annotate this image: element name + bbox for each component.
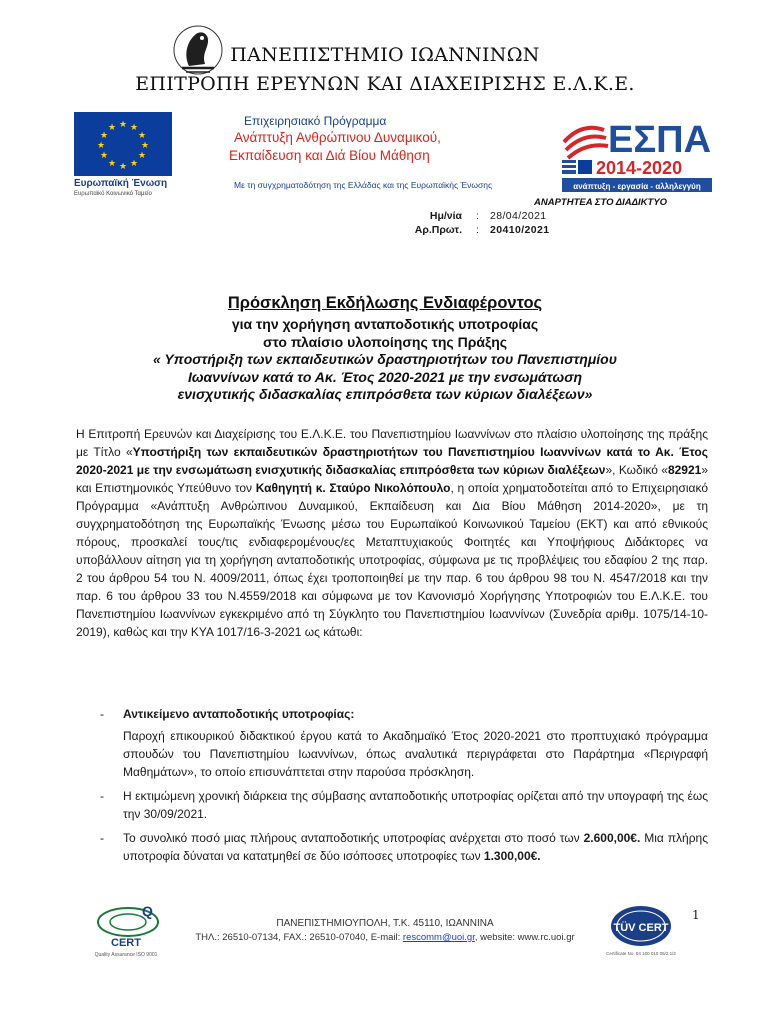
date-label: Ημ/νία (429, 210, 462, 222)
svg-text:★: ★ (137, 131, 147, 141)
half-amount: 1.300,00€. (483, 849, 541, 863)
svg-text:★: ★ (99, 131, 109, 141)
espa-years: 2014-2020 (596, 158, 683, 178)
cert-left-label: CERT (111, 937, 141, 949)
svg-text:★: ★ (129, 123, 139, 133)
amount-text-2: Μια πλήρης υποτροφία δύναται να κατατμηθεί σε δύο ισόποσες υποτροφίες των (123, 831, 708, 863)
bullet-dash: - (100, 831, 104, 845)
intro-paragraph (76, 425, 708, 641)
amount-text-1: Το συνολικό ποσό μιας πλήρους ανταποδοτικής υποτροφίας ανέρχεται στο ποσό των (123, 831, 584, 845)
intro-text-3: » και Επιστημονικός Υπεύθυνο τον (76, 463, 708, 495)
svg-text:★: ★ (137, 151, 147, 161)
date-separator: : (476, 210, 479, 222)
program-line-1: Ανάπτυξη Ανθρώπινου Δυναμικού, (234, 130, 441, 145)
scholarship-subject-title: Αντικείμενο ανταποδοτικής υποτροφίας: (123, 707, 355, 721)
list-item (76, 705, 708, 781)
svg-text:★: ★ (140, 141, 150, 151)
title-subline-2: στο πλαίσιο υλοποίησης της Πράξης (262, 334, 508, 350)
tuv-cert-logo-icon (596, 902, 686, 958)
svg-text:Q: Q (142, 903, 153, 919)
date-value: 28/04/2021 (490, 210, 547, 222)
scholarship-amount-text (123, 829, 708, 865)
svg-text:★: ★ (118, 162, 128, 172)
intro-text-1: Η Επιτροπή Ερευνών και Διαχείρισης του Ε.Λ.Κ.Ε. του Πανεπιστημίου Ιωαννίνων στο πλαίσιο υλοποίησης της πράξης με Τίτλο « (76, 427, 708, 459)
eu-fund-label: Ευρωπαϊκό Κοινωνικό Ταμείο (74, 191, 152, 197)
bullet-list (76, 705, 708, 865)
document-title: Πρόσκληση Εκδήλωσης Ενδιαφέροντος (227, 294, 543, 312)
cofunding-note: Με τη συγχρηματοδότηση της Ελλάδας και της Ευρωπαϊκής Ένωσης (234, 180, 493, 190)
cert-left-sub: Quality Assurance ISO 9001 (94, 952, 158, 958)
eu-label: Ευρωπαϊκή Ένωση (74, 178, 168, 189)
contract-duration-text: Η εκτιμώμενη χρονική διάρκεια της σύμβασης ανταποδοτικής υποτροφίας ορίζεται από την υπογραφή της έως την 30/09/2021. (123, 789, 708, 821)
project-name-bold: Υποστήριξη των εκπαιδευτικών δραστηριοτήτων του Πανεπιστημίου Ιωαννίνων κατά το Ακ. Έτος 2020-2021 με την ενσωμάτωση ενισχυτικής διδασκαλίας επιπρόσθετα των κύριων διαλέξεων (76, 445, 708, 477)
scientific-responsible: Καθηγητή κ. Σταύρο Νικολόπουλο (255, 481, 451, 495)
project-title-line-3: ενισχυτικής διδασκαλίας επιπρόσθετα των κύριων διαλέξεων» (177, 386, 593, 402)
protocol-label: Αρ.Πρωτ. (414, 224, 462, 236)
program-title: Επιχειρησιακό Πρόγραμμα (244, 114, 387, 128)
project-title-line-2: Ιωαννίνων κατά το Ακ. Έτος 2020-2021 με την ενσωμάτωση (187, 369, 583, 385)
cert-right-label: TÜV CERT (613, 922, 669, 934)
svg-text:★: ★ (96, 141, 106, 151)
title-subline-1: για την χορήγηση ανταποδοτικής υποτροφίας (231, 316, 539, 332)
espa-slogan: ανάπτυξη - εργασία - αλληλεγγύη (573, 182, 701, 191)
cert-right-sub: Certificate No. 04 100 010 05/2 1/2 (606, 951, 676, 956)
page-number: 1 (692, 908, 700, 922)
project-code: 82921 (667, 463, 702, 477)
protocol-value: 20410/2021 (490, 224, 550, 236)
list-item (76, 829, 708, 865)
posted-online-label: ΑΝΑΡΤΗΤΕΑ ΣΤΟ ΔΙΑΔΙΚΤΥΟ (534, 197, 668, 208)
email-link[interactable]: rescomm@uoi.gr (402, 932, 475, 943)
bullet-dash: - (100, 707, 104, 721)
bullet-dash: - (100, 789, 104, 803)
espa-logo-icon (562, 112, 712, 194)
list-item (76, 787, 708, 823)
intro-text-2: », Κωδικό « (605, 463, 668, 477)
svg-text:★: ★ (107, 123, 117, 133)
website-text: , website: www.rc.uoi.gr (474, 932, 575, 943)
program-line-2: Εκπαίδευση και Διά Βίου Μάθηση (229, 148, 430, 163)
contact-text: ΤΗΛ.: 26510-07134, FAX.: 26510-07040, E-mail: (195, 932, 403, 943)
svg-text:★: ★ (99, 151, 109, 161)
full-amount: 2.600,00€. (583, 831, 641, 845)
project-title-line-1: « Υποστήριξη των εκπαιδευτικών δραστηριοτήτων του Πανεπιστημίου (152, 351, 617, 367)
eu-flag-icon (74, 112, 172, 176)
espa-wordmark: ΕΣΠΑ (608, 119, 712, 161)
protocol-separator: : (476, 224, 479, 236)
committee-name: ΕΠΙΤΡΟΠΗ ΕΡΕΥΝΩΝ ΚΑΙ ΔΙΑΧΕΙΡΙΣΗΣ Ε.Λ.Κ.Ε. (135, 73, 635, 95)
svg-text:★: ★ (118, 120, 128, 130)
svg-text:★: ★ (129, 159, 139, 169)
intro-text-4: , η οποία χρηματοδοτείται από το Επιχειρησιακό Πρόγραμμα «Ανάπτυξη Ανθρώπινου Δυναμικού, Εκπαίδευση και Δια Βίου Μάθηση 2014-2020», με τη συγχρηματοδότηση της Ευρωπαϊκής Ένωσης μέσω του Ευρωπαϊκού Κοινωνικού Ταμείου (ΕΚΤ) και από εθνικούς πόρους, προσκαλεί τους/τις ενδιαφερομένους/ες Μεταπτυχιακούς Φοιτητές και Υποψήφιους Διδάκτορες να υποβάλλουν αίτηση για τη χορήγηση ανταποδοτικής υποτροφίας, σύμφωνα με τις προβλέψεις του εδαφίου 2 της παρ. 2 του άρθρου 54 του Ν. 4009/2011, όπως έχει τροποποιηθεί με την παρ. 6 του άρθρου 98 του Ν. 4547/2018 και την παρ. 6 του άρθρου 33 του Ν.4559/2018 και σύμφωνα με τον Κανονισμό Χορήγησης Υποτροφιών του Ε.Λ.Κ.Ε. του Πανεπιστημίου Ιωαννίνων εγκεκριμένο από τη Σύγκλητο του Πανεπιστημίου Ιωαννίνων (Συνεδρία αριθμ. 1075/14-10-2019), καθώς και την ΚΥΑ 1017/16-3-2021 ως κάτωθι: (76, 481, 708, 639)
quality-cert-logo-icon (82, 902, 180, 958)
svg-text:★: ★ (107, 159, 117, 169)
scholarship-subject-text: Παροχή επικουρικού διδακτικού έργου κατά το Ακαδημαϊκό Έτος 2020-2021 στο προπτυχιακό πρόγραμμα σπουδών του Πανεπιστημίου Ιωαννίνων, όπως αναλυτικά περιγράφεται στο Παράρτημα «Περιγραφή Μαθημάτων», το οποίο επισυνάπτεται στην παρούσα πρόσκληση. (123, 729, 708, 779)
university-name: ΠΑΝΕΠΙΣΤΗΜΙΟ ΙΩΑΝΝΙΝΩΝ (230, 44, 540, 66)
footer-address: ΠΑΝΕΠΙΣΤΗΜΙΟΥΠΟΛΗ, Τ.Κ. 45110, ΙΩΑΝΝΙΝΑ (276, 918, 494, 929)
funding-banner (74, 112, 712, 196)
